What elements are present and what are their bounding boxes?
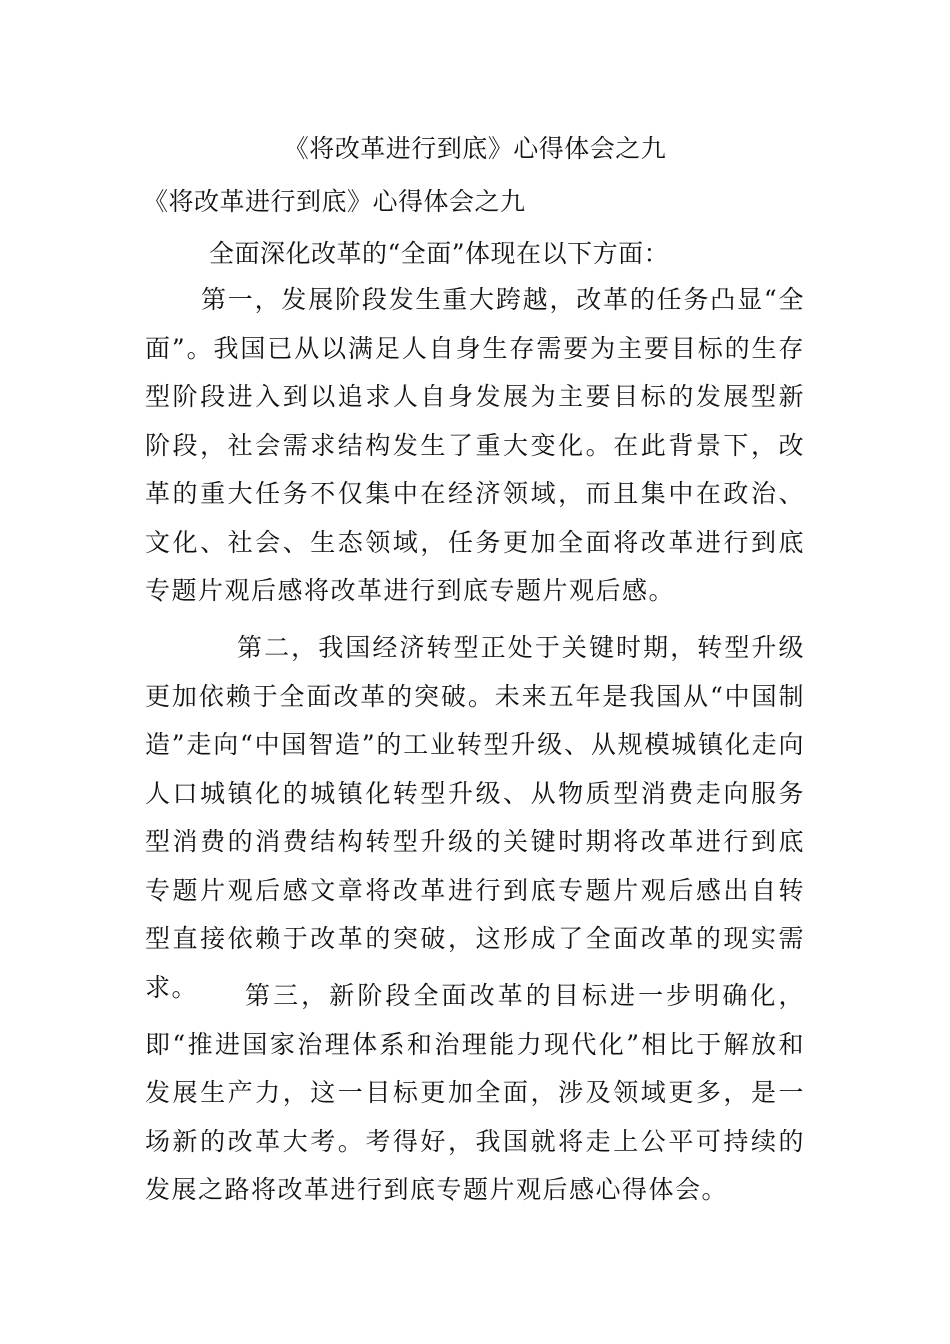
- document-title: 《将改革进行到底》心得体会之九: [283, 134, 667, 163]
- paragraph-third: 第三，新阶段全面改革的目标进一步明确化，即“推进国家治理体系和治理能力现代化”相比于解放和发展生产力，这一目标更加全面，涉及领域更多，是一场新的改革大考。考得好，我国就将走上公平可持续的发展之路将改革进行到底专题片观后感心得体会。: [145, 981, 805, 1204]
- paragraph-first: 第一，发展阶段发生重大跨越，改革的任务凸显“全面”。我国已从以满足人自身生存需要为主要目标的生存型阶段进入到以追求人自身发展为主要目标的发展型新阶段，社会需求结构发生了重大变化。在此背景下，改革的重大任务不仅集中在经济领域，而且集中在政治、文化、社会、生态领域，任务更加全面将改革进行到底专题片观后感将改革进行到底专题片观后感。: [145, 285, 805, 605]
- paragraph-second: 第二，我国经济转型正处于关键时期，转型升级更加依赖于全面改革的突破。未来五年是我国从“中国制造”走向“中国智造”的工业转型升级、从规模城镇化走向人口城镇化的城镇化转型升级、从物质型消费走向服务型消费的消费结构转型升级的关键时期将改革进行到底专题片观后感文章将改革进行到底专题片观后感出自转型直接依赖于改革的突破，这形成了全面改革的现实需求。: [145, 633, 805, 1002]
- intro-paragraph: 全面深化改革的“全面”体现在以下方面：: [209, 239, 670, 268]
- document-subtitle: 《将改革进行到底》心得体会之九: [143, 187, 526, 216]
